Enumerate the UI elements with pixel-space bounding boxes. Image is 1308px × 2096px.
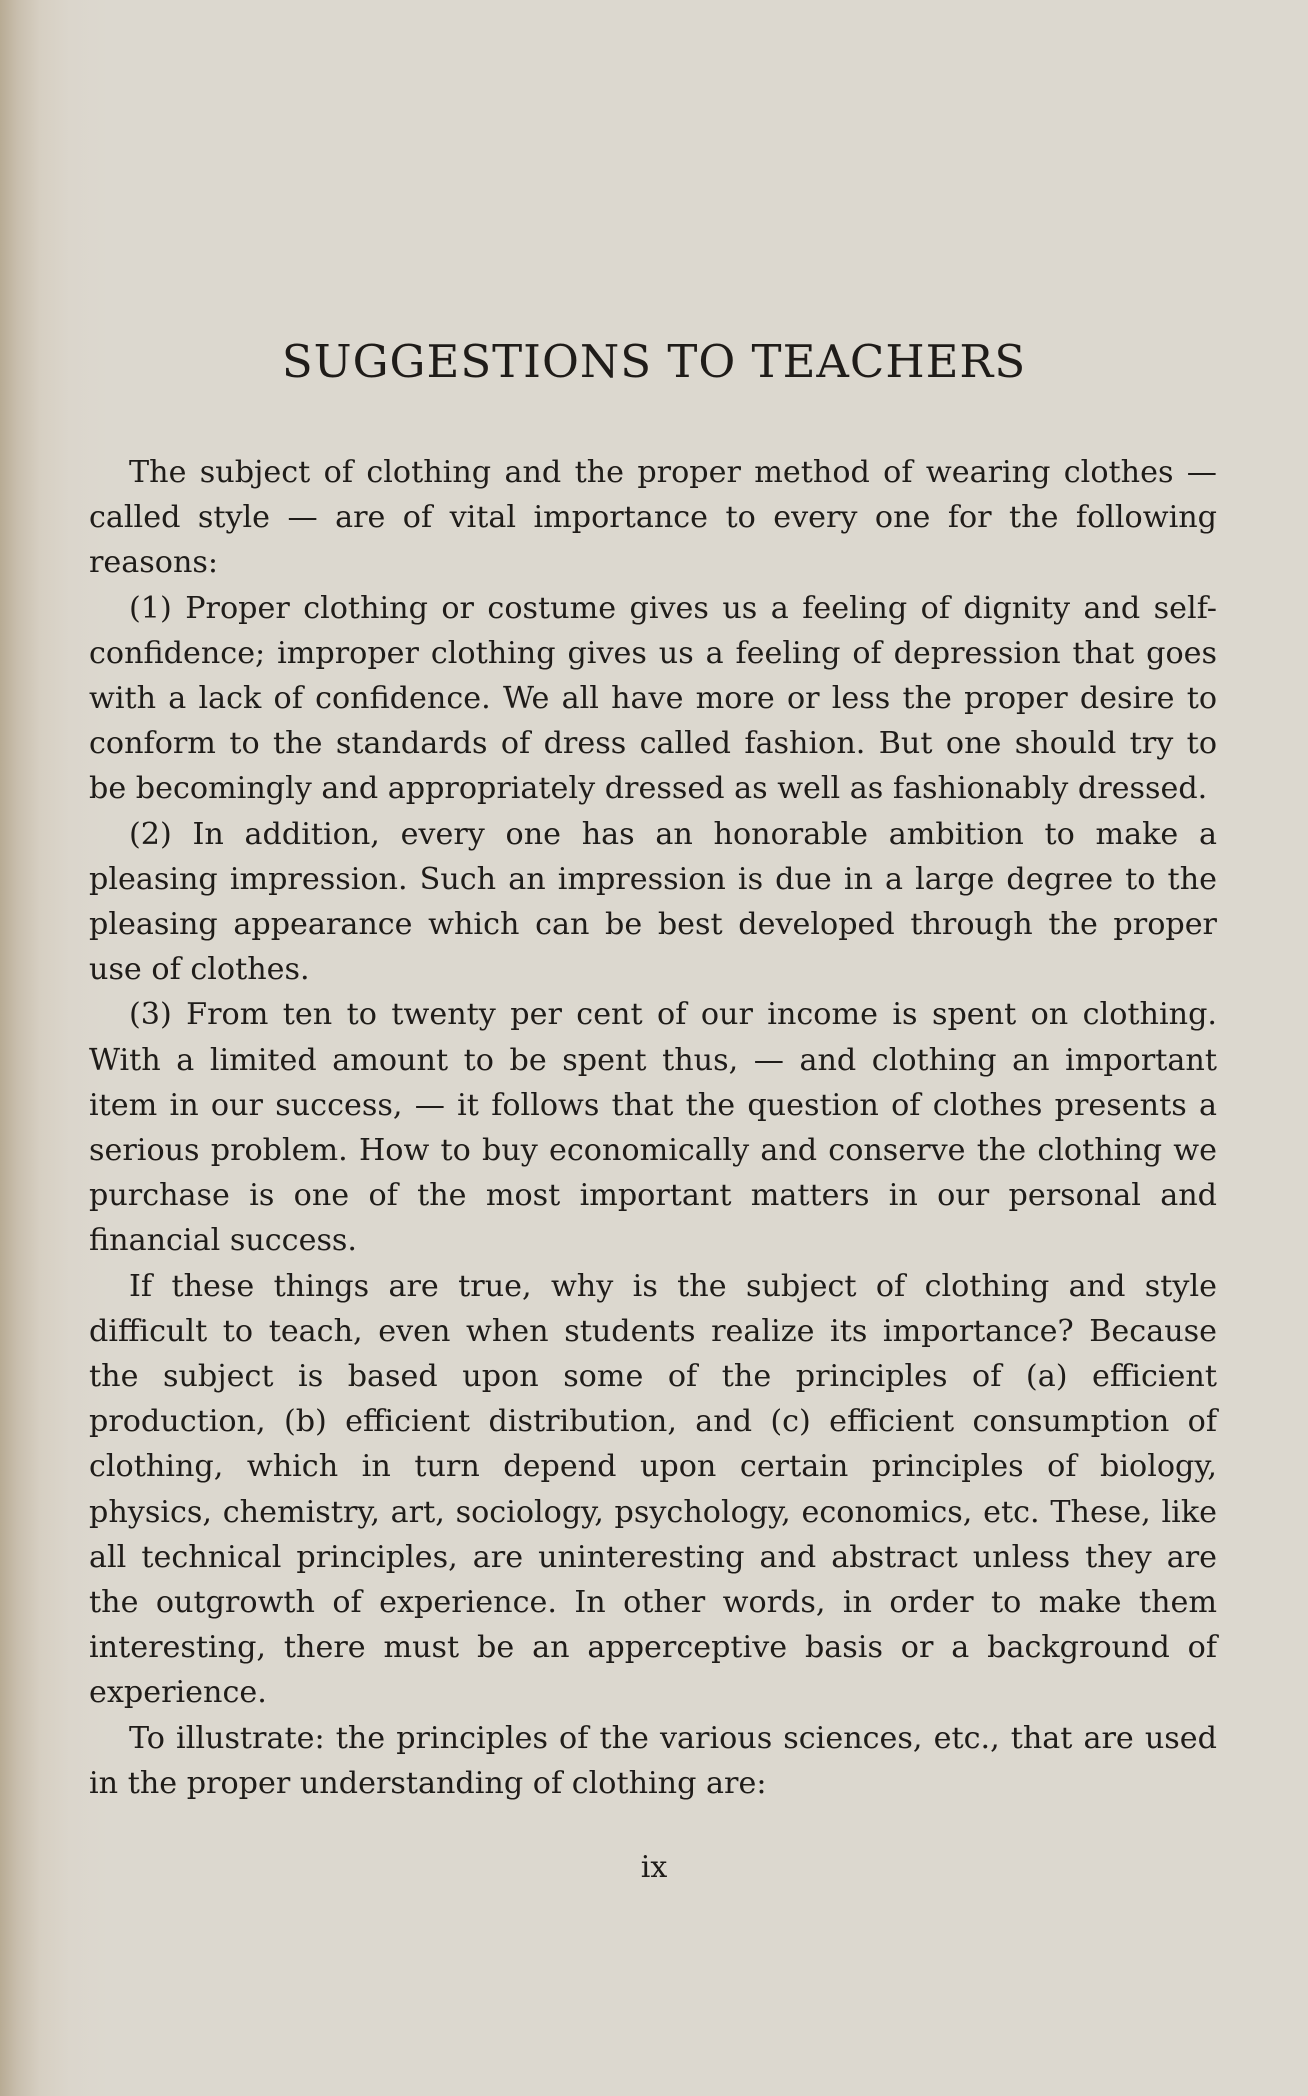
page-number: ix xyxy=(640,1850,668,1885)
body-text xyxy=(89,450,1217,1806)
page-title: SUGGESTIONS TO TEACHERS xyxy=(281,335,1027,388)
paragraph-reason-2: (2) In addition, every one has an honorable ambition to make a pleasing impression. Such an impression is due in a large degree to the pleasing appearance which can be best developed through the proper use of clothes. xyxy=(89,816,1217,988)
paragraph-illustrate: To illustrate: the principles of the various sciences, etc., that are used in the proper understanding of clothing are: xyxy=(89,1720,1217,1801)
paragraph-reason-3: (3) From ten to twenty per cent of our income is spent on clothing. With a limited amount to be spent thus, — and clothing an important item in our success, — it follows that the question of clothes presents a serious problem. How to buy economically and conserve the clothing we purchase is one of the most important matters in our personal and financial success. xyxy=(89,997,1217,1259)
paragraph-reason-1: (1) Proper clothing or costume gives us a feeling of dignity and self-confidence; improper clothing gives us a feeling of depression that goes with a lack of confidence. We all have more or less the proper desire to conform to the standards of dress called fashion. But one should try to be becomingly and appropriately dressed as well as fashionably dressed. xyxy=(89,590,1217,807)
paragraph-intro: The subject of clothing and the proper method of wearing clothes — called style — are of vital importance to every one for the following reasons: xyxy=(89,455,1217,581)
paragraph-difficulty: If these things are true, why is the subject of clothing and style difficult to teach, even when students realize its importance? Because the subject is based upon some of the principles of (a) efficient production, (b) efficient distribution, and (c) efficient consumption of clothing, which in turn depend upon certain principles of biology, physics, chemistry, art, sociology, psychology, economics, etc. These, like all technical principles, are uninteresting and abstract unless they are the outgrowth of experience. In other words, in order to make them interesting, there must be an apperceptive basis or a background of experience. xyxy=(89,1268,1217,1711)
